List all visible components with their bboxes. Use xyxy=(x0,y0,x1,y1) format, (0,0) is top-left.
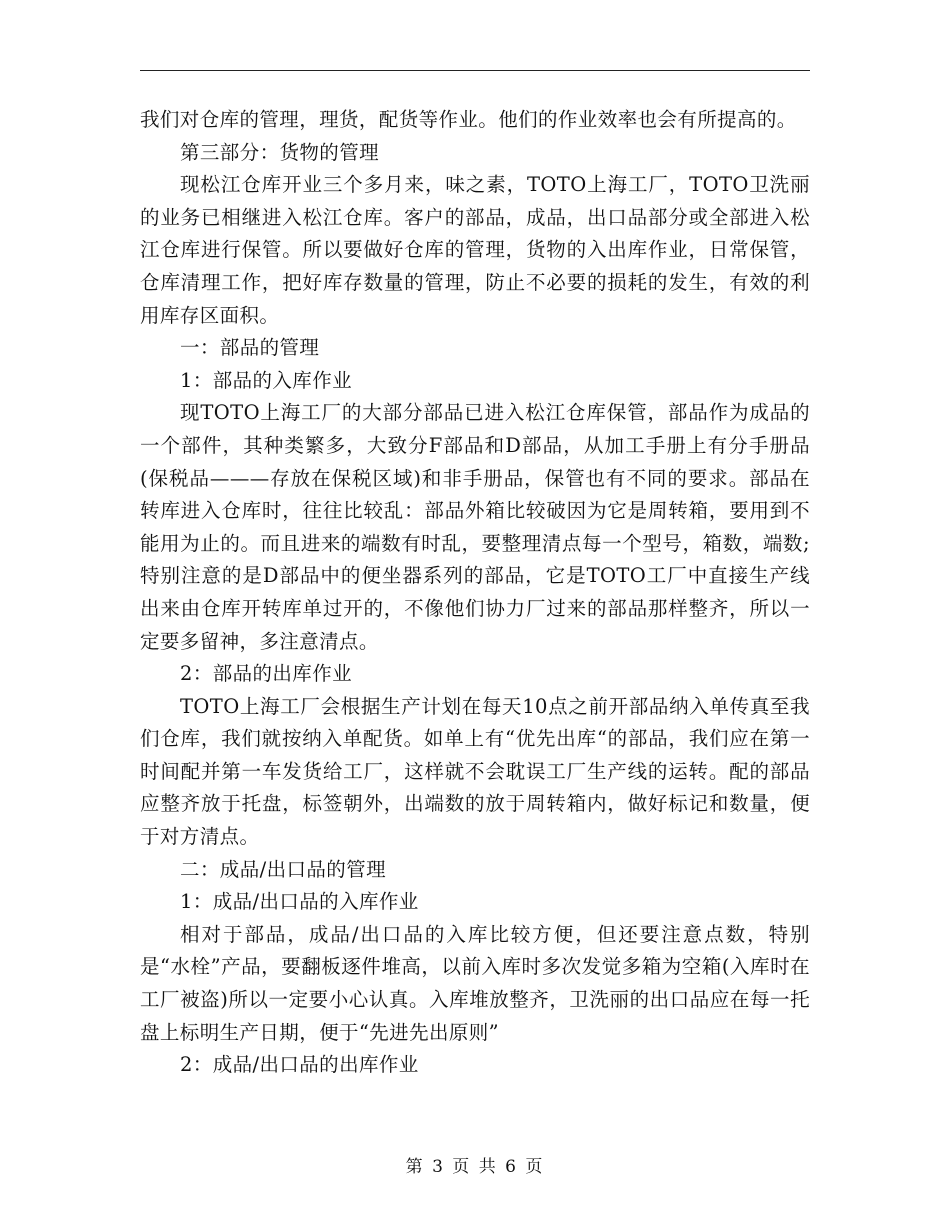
subsection-heading-parts: 一：部品的管理 xyxy=(180,336,320,360)
paragraph-parts-inbound: 现TOTO上海工厂的大部分部品已进入松江仓库保管，部品作为成品的一个部件，其种类繁多，大致分F部品和D部品，从加工手册上有分手册品(保税品———存放在保税区域)和非手册品，保管也有不同的要求。部品在转库进入仓库时，往往比较乱：部品外箱比较破因为它是周转箱，要用到不能用为止的。而且进来的端数有时乱，要整理清点每一个型号，箱数，端数;特别注意的是D部品中的便坐器系列的部品，它是TOTO工厂中直接生产线出来由仓库开转库单过开的，不像他们协力厂过来的部品那样整齐，所以一定要多留神，多注意清点。 xyxy=(140,401,810,653)
item-heading-parts-outbound: 2：部品的出库作业 xyxy=(180,662,353,686)
paragraph-parts-outbound: TOTO上海工厂会根据生产计划在每天10点之前开部品纳入单传真至我们仓库，我们就按纳入单配货。如单上有“优先出库“的部品，我们应在第一时间配并第一车发货给工厂，这样就不会耽误工厂生产线的运转。配的部品应整齐放于托盘，标签朝外，出端数的放于周转箱内，做好标记和数量，便于对方清点。 xyxy=(140,694,810,849)
subsection-heading-products: 二：成品/出口品的管理 xyxy=(180,857,386,881)
paragraph-continuation: 我们对仓库的管理，理货，配货等作业。他们的作业效率也会有所提高的。 xyxy=(140,108,797,131)
section-heading-part3: 第三部分：货物的管理 xyxy=(180,140,380,164)
document-body xyxy=(140,104,810,1082)
item-heading-parts-inbound: 1：部品的入库作业 xyxy=(180,368,353,392)
paragraph-products-inbound: 相对于部品，成品/出口品的入库比较方便，但还要注意点数，特别是“水栓”产品，要翻板逐件堆高，以前入库时多次发觉多箱为空箱(入库时在工厂被盗)所以一定要小心认真。入库堆放整齐，卫洗丽的出口品应在每一托盘上标明生产日期，便于“先进先出原则” xyxy=(140,922,810,1044)
paragraph-intro: 现松江仓库开业三个多月来，味之素，TOTO上海工厂，TOTO卫洗丽的业务已相继进入松江仓库。客户的部品，成品，出口品部分或全部进入松江仓库进行保管。所以要做好仓库的管理，货物的入出库作业，日常保管，仓库清理工作，把好库存数量的管理，防止不必要的损耗的发生，有效的利用库存区面积。 xyxy=(140,173,810,327)
header-rule xyxy=(140,70,810,71)
item-heading-products-inbound: 1：成品/出口品的入库作业 xyxy=(180,890,419,914)
item-heading-products-outbound: 2：成品/出口品的出库作业 xyxy=(180,1053,419,1077)
page-number: 第 3 页 共 6 页 xyxy=(405,1157,545,1177)
